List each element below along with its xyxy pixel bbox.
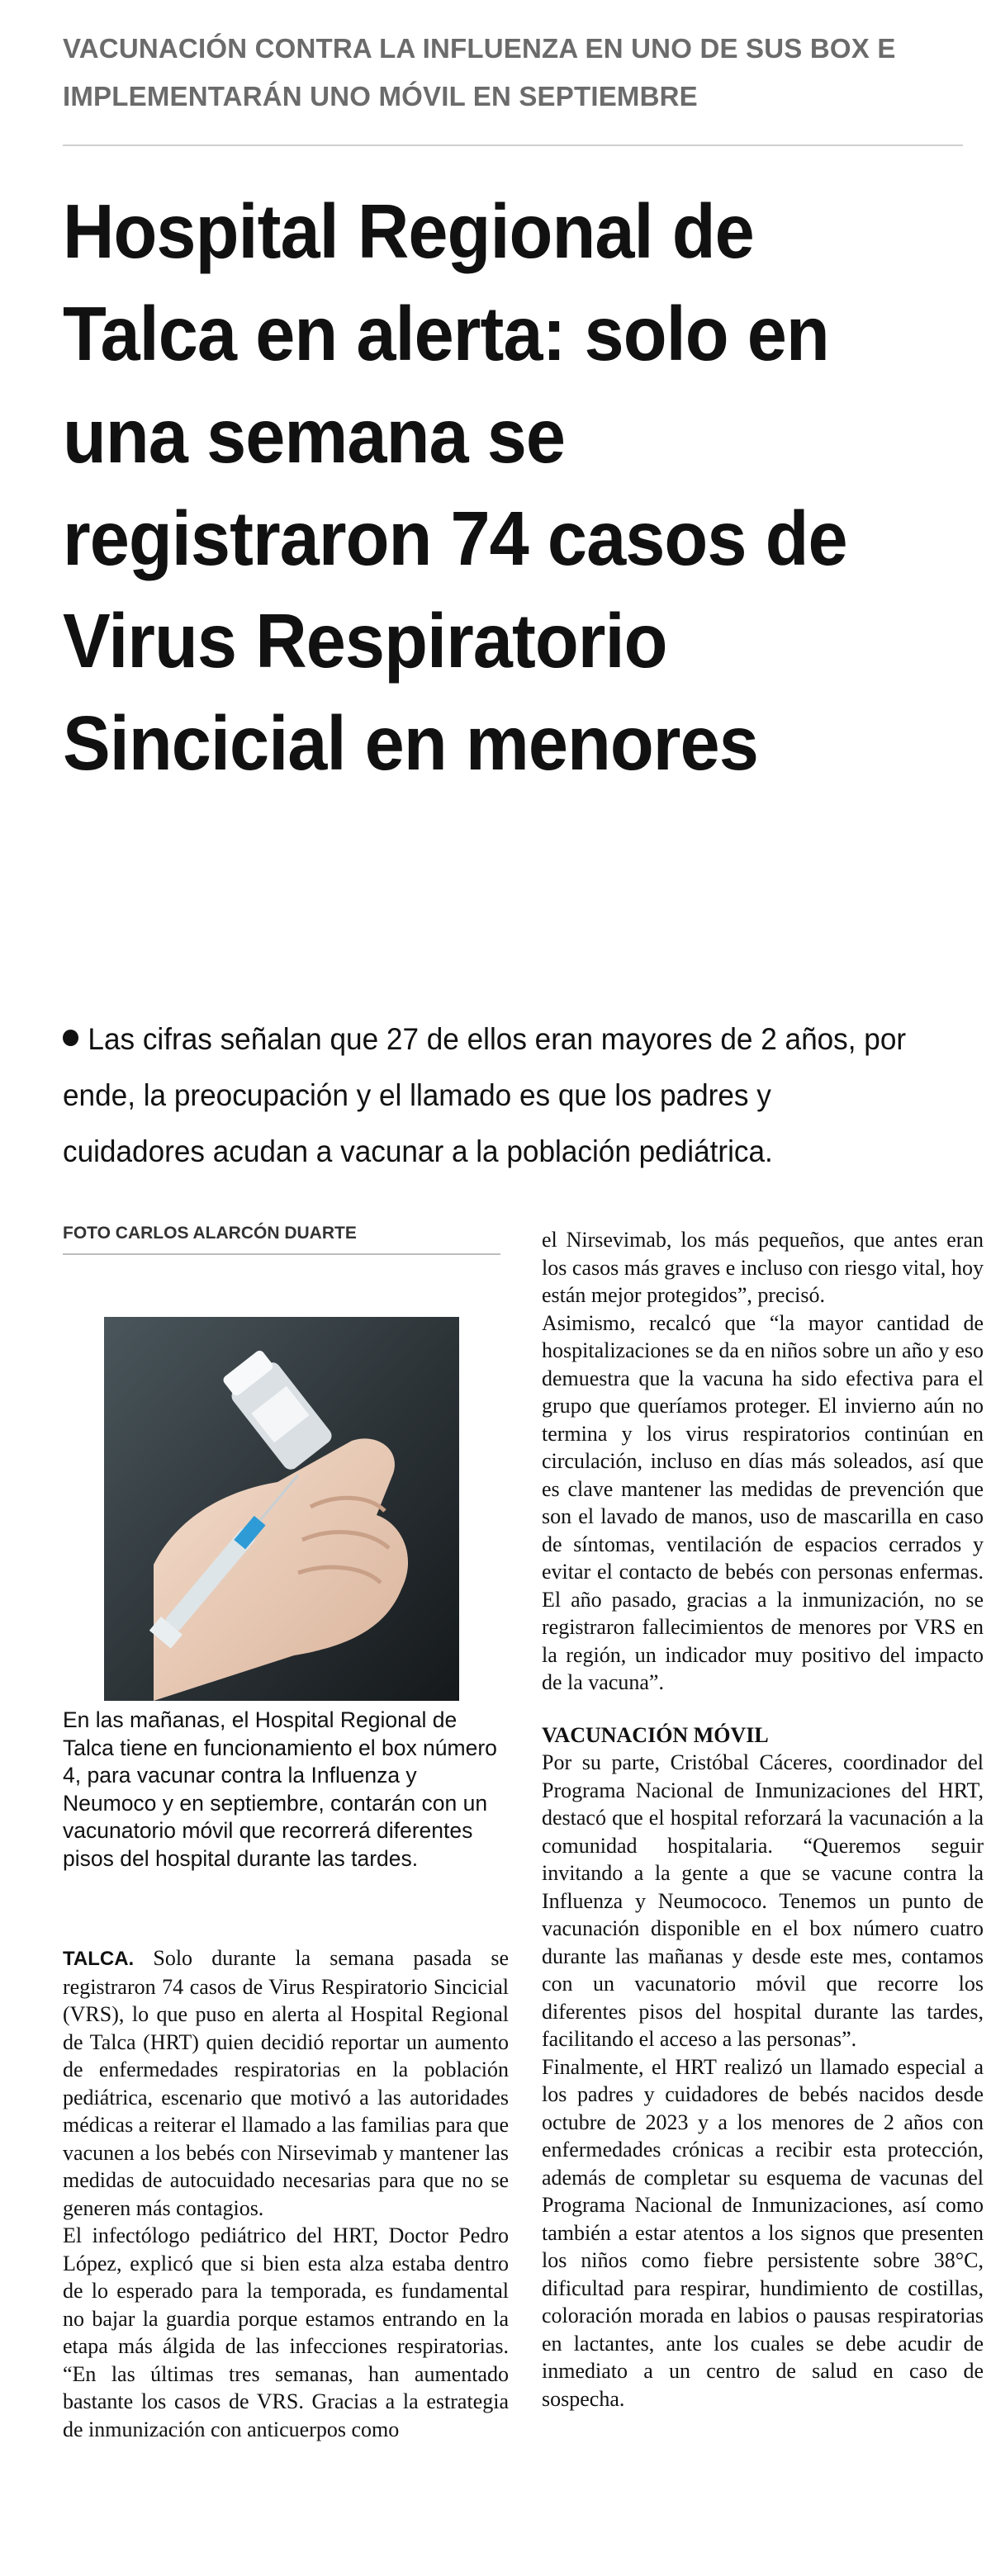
vaccine-photo — [104, 1317, 459, 1701]
article-headline: Hospital Regional de Talca en alerta: solo en una semana se registraron 74 casos de Virus Respiratorio Sincicial en menores — [63, 188, 847, 786]
body-paragraph-4: Asimismo, recalcó que “la mayor cantidad de hospitalizaciones se da en niños sobre un año y eso demuestra que la vacuna ha sido efectiva para el grupo que queríamos proteger. El invierno aún no termina y los virus respiratorios continúan en circulación, incluso en días más soleados, así que es clave mantener las medidas de prevención que son el lavado de manos, uso de mascarilla en caso de síntomas, ventilación de espacios cerrados y evitar el contacto de bebés con personas enfermas. El año pasado, gracias a la inmunización, no se registraron fallecimientos de menores por VRS en la región, un indicador muy positivo del impacto de la vacuna”. — [542, 1310, 984, 1694]
body-paragraph-6: Finalmente, el HRT realizó un llamado especial a los padres y cuidadores de bebés nacidos desde octubre de 2023 y a los menores de 2 años con enfermedades crónicas a recibir esta protección, además de completar su esquema de vacunas del Programa Nacional de Inmunizaciones, así como también a estar atentos a los signos que presenten los niños como fiebre persistente sobre 38°C, dificultad para respirar, hundimiento de costillas, coloración morada en labios o pausas respiratorias en lactantes, ante los cuales se debe acudir de inmediato a un centro de salud en caso de sospecha. — [542, 2054, 984, 2411]
photo-credit: FOTO CARLOS ALARCÓN DUARTE — [63, 1224, 357, 1243]
body-paragraph-3: el Nirsevimab, los más pequeños, que antes eran los casos más graves e incluso con riesgo vital, hoy están mejor protegidos”, precisó. — [542, 1228, 984, 1307]
dateline: TALCA. — [63, 1948, 135, 1970]
body-paragraph-5: Por su parte, Cristóbal Cáceres, coordinador del Programa Nacional de Inmunizaciones del HRT, destacó que el hospital reforzará la vacunación a la comunidad hospitalaria. “Queremos seguir invitando a la gente a que se vacune contra la Influenza y Neumococo. Tenemos un punto de vacunación disponible en el box número cuatro durante las mañanas y desde este mes, contamos con un vacunatorio móvil que recorre los diferentes pisos del hospital durante las tardes, facilitando el acceso a las personas”. — [542, 1750, 984, 2051]
body-column-left — [63, 1944, 509, 2443]
body-paragraph-2: El infectólogo pediátrico del HRT, Doctor Pedro López, explicó que si bien esta alza estaba dentro de lo esperado para la temporada, es fundamental no bajar la guardia porque estamos entrando en la etapa más álgida de las infecciones respiratorias. “En las últimas tres semanas, han aumentado bastante los casos de VRS. Gracias a la estrategia de inmunización con anticuerpos como — [63, 2223, 509, 2441]
body-paragraph-1-text: Solo durante la semana pasada se registraron 74 casos de Virus Respiratorio Sincicial (VRS), lo que puso en alerta al Hospital Regional de Talca (HRT) quien decidió reportar un aumento de enfermedades respiratorias en la población pediátrica, escenario que motivó a las autoridades médicas a reiterar el llamado a las familias para que vacunen a los bebés con Nirsevimab y mantener las medidas de autocuidado necesarias para que no se generen más contagios. — [63, 1946, 509, 2220]
article-lede — [63, 1011, 910, 1180]
kicker-divider — [63, 144, 963, 146]
bullet-icon — [63, 1030, 78, 1046]
lede-text: Las cifras señalan que 27 de ellos eran mayores de 2 años, por ende, la preocupación y el llamado es que los padres y cuidadores acudan a vacunar a la población pediátrica. — [63, 1022, 907, 1168]
photo-caption: En las mañanas, el Hospital Regional de Talca tiene en funcionamiento el box número 4, para vacunar contra la Influenza y Neumoco y en septiembre, contarán con un vacunatorio móvil que recorrerá diferentes pisos del hospital durante las tardes. — [63, 1707, 497, 1871]
body-column-right — [542, 1226, 984, 2413]
credit-divider — [63, 1253, 500, 1255]
section-subhead: VACUNACIÓN MÓVIL — [542, 1722, 769, 1747]
body-paragraph-1 — [63, 1944, 509, 2222]
article-kicker: VACUNACIÓN CONTRA LA INFLUENZA EN UNO DE SUS BOX E IMPLEMENTARÁN UNO MÓVIL EN SEPTIEMBRE — [63, 33, 896, 111]
syringe-vial-illustration — [104, 1317, 459, 1701]
